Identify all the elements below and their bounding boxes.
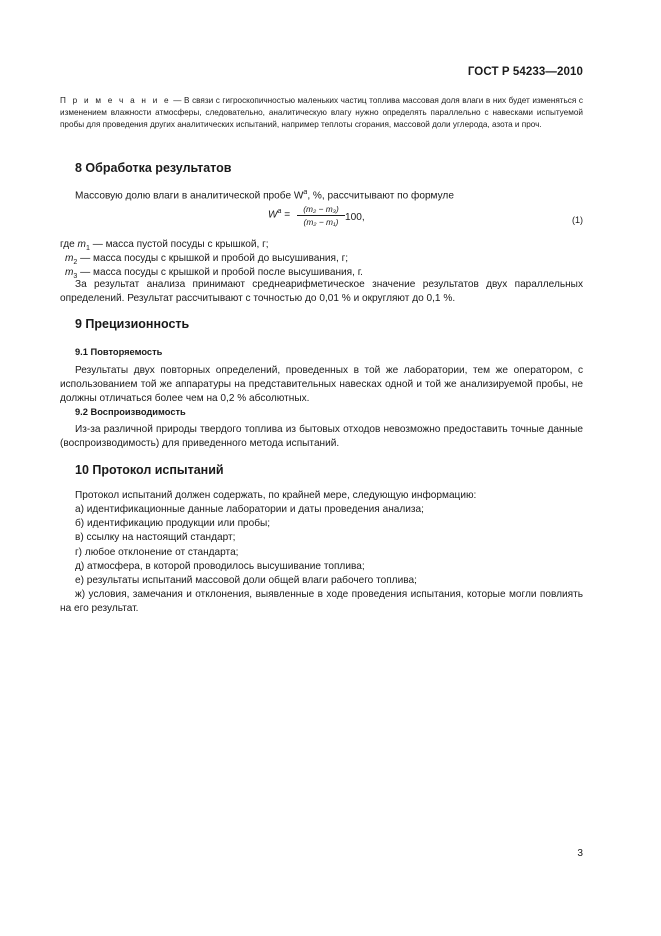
formula-numerator: (m₂ − m₃) bbox=[303, 204, 339, 214]
page-number: 3 bbox=[577, 848, 583, 859]
definition-subscript: 3 bbox=[73, 273, 78, 281]
intro-superscript: a bbox=[303, 189, 308, 196]
definition-symbol: m bbox=[65, 267, 74, 279]
formula-factor: 100, bbox=[345, 212, 365, 223]
definition-text: — масса пустой посуды с крышкой, г; bbox=[89, 239, 269, 250]
definition-symbol: m bbox=[77, 239, 86, 250]
document-id: ГОСТ Р 54233—2010 bbox=[467, 66, 583, 78]
formula-lhs-superscript: a bbox=[277, 208, 282, 215]
formula-block bbox=[0, 204, 661, 236]
section-8-intro bbox=[60, 186, 583, 204]
definition-prefix: где bbox=[60, 239, 78, 250]
list-item: в) ссылку на настоящий стандарт; bbox=[75, 532, 236, 544]
protocol-list bbox=[75, 503, 583, 588]
formula-lhs-symbol: W bbox=[268, 209, 278, 221]
list-item: е) результаты испытаний массовой доли общей влаги рабочего топлива; bbox=[75, 574, 417, 586]
variable-definitions bbox=[60, 238, 583, 281]
section-10-title: 10 Протокол испытаний bbox=[75, 463, 224, 477]
formula-equals: = bbox=[281, 209, 291, 221]
subsection-9-2-text: Из-за различной природы твердого топлива из бытовых отходов невозможно предоставить точные данные (воспроизводимость) для приведенного метода испытаний. bbox=[60, 424, 583, 450]
formula-fraction bbox=[297, 204, 345, 227]
list-item: г) любое отклонение от стандарта; bbox=[75, 546, 239, 558]
definition-text: — масса посуды с крышкой и пробой до высушивания, г; bbox=[77, 253, 349, 265]
definition-text: — масса посуды с крышкой и пробой после высушивания, г. bbox=[77, 267, 363, 279]
section-9-title: 9 Прецизионность bbox=[75, 317, 190, 331]
definition-m1 bbox=[60, 238, 583, 252]
list-item: а) идентификационные данные лаборатории и даты проведения анализа; bbox=[75, 504, 424, 515]
subsection-9-2-title: 9.2 Воспроизводимость bbox=[75, 407, 186, 417]
list-item: б) идентификацию продукции или пробы; bbox=[75, 518, 271, 530]
definition-symbol: m bbox=[65, 253, 74, 265]
section-8-intro-text: Массовую долю влаги в аналитической пробе W bbox=[75, 190, 304, 202]
formula-denominator: (m₂ − m₁) bbox=[303, 217, 339, 227]
section-8-title: 8 Обработка результатов bbox=[75, 161, 232, 175]
definition-subscript: 2 bbox=[73, 259, 78, 267]
formula-lhs bbox=[268, 208, 290, 220]
section-10-intro: Протокол испытаний должен содержать, по крайней мере, следующую информацию: bbox=[75, 490, 477, 501]
fraction-bar bbox=[297, 215, 345, 216]
subsection-9-1-text: Результаты двух повторных определений, проведенных в той же лаборатории, тем же оператором, с использованием той же аппаратуры на представительных навесках одной и той же анализируемой пробы, не должны отличаться более чем на 0,2 % абсолютных. bbox=[60, 365, 583, 405]
list-item: д) атмосфера, в которой проводилось высушивание топлива; bbox=[75, 560, 365, 572]
section-8-intro-tail: , %, рассчитывают по формуле bbox=[307, 190, 454, 202]
definition-m2 bbox=[60, 252, 583, 266]
note-text: — В связи с гигроскопичностью маленьких частиц топлива массовая доля влаги в них будет изменяться с изменением влажности атмосферы, следовательно, аналитическую влагу нужно определять параллельно с навесками испытуемой пробы для проведения других аналитических испытаний, например теплоты сгорания, массовой доли углерода, азота и проч. bbox=[60, 96, 583, 130]
note-paragraph bbox=[60, 95, 583, 132]
section-8-result: За результат анализа принимают среднеарифметическое значение результатов двух параллельных определений. Результат рассчитывают с точностью до 0,01 % и округляют до 0,1 %. bbox=[60, 279, 583, 305]
note-label: П р и м е ч а н и е bbox=[60, 96, 171, 105]
equation-number: (1) bbox=[572, 215, 583, 225]
subsection-9-1-title: 9.1 Повторяемость bbox=[75, 347, 163, 357]
list-item: ж) условия, замечания и отклонения, выявленные в ходе проведения испытания, которые могли повлиять на его результат. bbox=[60, 589, 583, 615]
definition-subscript: 1 bbox=[85, 245, 90, 253]
